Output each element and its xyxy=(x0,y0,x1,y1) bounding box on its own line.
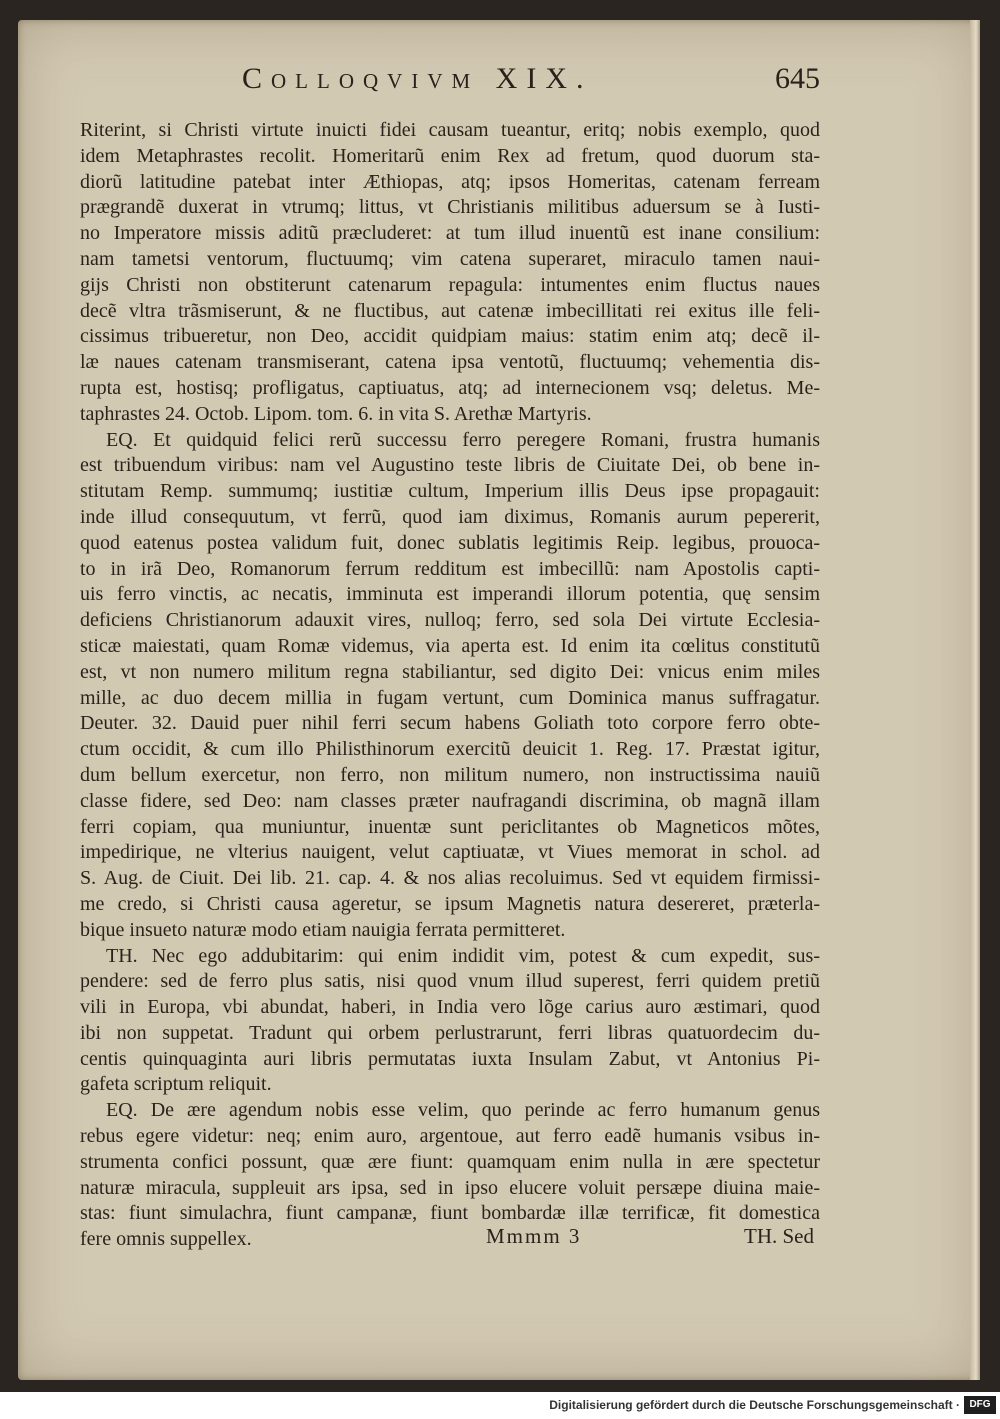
page-number: 645 xyxy=(775,62,820,95)
text-line: Deuter. 32. Dauid puer nihil ferri secum habens Goliath toto corpore ferro obte- xyxy=(80,712,820,735)
text-line: gijs Christi non obstiterunt catenarum repagula: intumentes enim fluctus naues xyxy=(80,273,820,296)
text-line: fere omnis suppellex. xyxy=(80,1228,252,1251)
signature-mark: Mmmm 3 xyxy=(486,1224,582,1248)
text-line: no Imperatore missis aditũ præcluderet: at tum illud inuentũ est inane consilium: xyxy=(80,222,820,245)
dfg-notice: Digitalisierung gefördert durch die Deutsche Forschungsgemeinschaft · xyxy=(549,1398,960,1412)
text-line: sticæ maiestati, quam Romæ videmus, via aperta est. Id enim ita cœlitus constitutũ xyxy=(80,634,820,657)
page-edge xyxy=(970,20,980,1380)
text-line: strumenta confici possunt, quæ ære fiunt: quamquam enim nulla in ære spectetur xyxy=(80,1150,820,1173)
text-line: est tribuendum viribus: nam vel Augustino teste libris de Ciuitate Dei, ob bene in- xyxy=(80,454,820,477)
dfg-logo-icon: DFG xyxy=(964,1396,996,1414)
running-head: Colloqvivm XIX. xyxy=(242,62,593,95)
catchword: TH. Sed xyxy=(744,1224,814,1248)
text-line: inde illud consequutum, vt ferrũ, quod iam diximus, Romanis aurum pepererit, xyxy=(80,505,820,528)
text-line: to in irã Deo, Romanorum ferrum redditum est imbecillũ: nam Apostolis capti- xyxy=(80,557,820,580)
text-line: EQ. Et quidquid felici rerũ successu ferro peregere Romani, frustra humanis xyxy=(106,428,820,451)
text-line: rupta est, hostisq; profligatus, captiuatus, atq; ad internecionem vsq; deletus. Me- xyxy=(80,376,820,399)
text-line: stitutam Remp. summumq; iustitiæ cultum, Imperium illis Deus ipse propagauit: xyxy=(80,480,820,503)
text-line: est, vt non numero militum regna stabiliantur, sed digito Dei: vnicus enim miles xyxy=(80,660,820,683)
text-line: nam tametsi ventorum, fluctuumq; vim catena superaret, miraculo tamen naui- xyxy=(80,247,820,270)
text-line: ferri copiam, qua muniuntur, inuentæ sunt periclitantes ob Magneticos mõtes, xyxy=(80,815,820,838)
text-line: prægrandẽ duxerat in vtrumq; littus, vt Christianis militibus aduersum se à Iusti- xyxy=(80,196,820,219)
text-line: uis ferro vinctis, ac necatis, imminuta est imperandi illorum potentia, quę sensim xyxy=(80,583,820,606)
text-line: rebus egere videtur: neq; enim auro, argentoue, aut ferro eadẽ humanis vsibus in- xyxy=(80,1125,820,1148)
text-line: deficiens Christianorum adauxit vires, nulloq; ferro, sed sola Dei virtute Ecclesia- xyxy=(80,609,820,632)
text-line: centis quinquaginta auri libris permutatas iuxta Insulam Zabut, vt Antonius Pi- xyxy=(80,1047,820,1070)
page-footer xyxy=(80,1220,820,1252)
text-line: pendere: sed de ferro plus satis, nisi quod vnum illud superest, ferri quidem pretiũ xyxy=(80,970,820,993)
dfg-credit-bar xyxy=(0,1392,1000,1419)
text-line: TH. Nec ego addubitarim: qui enim indidit vim, potest & cum expedit, sus- xyxy=(106,944,820,967)
text-line: taphrastes 24. Octob. Lipom. tom. 6. in vita S. Arethæ Martyris. xyxy=(80,402,592,425)
text-line: ctum occidit, & cum illo Philisthinorum exercitũ deuicit 1. Reg. 17. Præstat igitur, xyxy=(80,738,820,761)
text-line: gafeta scriptum reliquit. xyxy=(80,1073,272,1096)
text-line: dum bellum exercetur, non ferro, non militum numero, non instructissima nauiũ xyxy=(80,763,820,786)
text-line: stas: fiunt simulachra, fiunt campanæ, fiunt bombardæ illæ terrificæ, fit domestica xyxy=(80,1202,820,1225)
text-line: naturæ miracula, suppleuit ars ipsa, sed in ipso elucere voluit persæpe diuina maie- xyxy=(80,1176,820,1199)
text-line: læ naues catenam transmiserant, catena ipsa ventotũ, fluctuumq; vehementia dis- xyxy=(80,351,820,374)
text-line: S. Aug. de Ciuit. Dei lib. 21. cap. 4. & nos alias recoluimus. Sed vt equidem firmissi- xyxy=(80,867,820,890)
text-line: impedirique, ne vlterius nauigent, velut captiuatæ, vt Viues memorat in schol. ad xyxy=(80,841,820,864)
text-line: cissimus tribueretur, non Deo, accidit quidpiam maius: statim enim atq; decẽ il- xyxy=(80,325,820,348)
text-line: me credo, si Christi causa ageretur, se ipsum Magnetis natura desereret, præterla- xyxy=(80,892,820,915)
text-line: quod eatenus postea validum fuit, donec sublatis legitimis Reip. legibus, prouoca- xyxy=(80,531,820,554)
text-line: idem Metaphrastes recolit. Homeritarũ enim Rex ad fretum, quod duorum sta- xyxy=(80,144,820,167)
text-line: diorũ latitudine patebat inter Æthiopas, atq; ipsos Homeritas, catenam ferream xyxy=(80,170,820,193)
text-line: EQ. De ære agendum nobis esse velim, quo perinde ac ferro humanum genus xyxy=(106,1099,820,1122)
text-line: mille, ac duo decem millia in fugam vertunt, cum Dominica manus suffragatur. xyxy=(80,686,820,709)
text-line: decẽ vltra trãsmiserunt, & ne fluctibus, aut catenæ imbecillitati rei exitus ille feli- xyxy=(80,299,820,322)
text-line: vili in Europa, vbi abundat, haberi, in India vero lõge carius auro æstimari, quod xyxy=(80,996,820,1019)
text-line: Riterint, si Christi virtute inuicti fidei causam tueantur, eritq; nobis exemplo, quod xyxy=(80,119,820,141)
text-line: bique insueto naturæ modo etiam nauigia ferrata permitteret. xyxy=(80,918,566,941)
main-text xyxy=(80,118,820,1253)
text-line: ibi non suppetat. Tradunt qui orbem perlustrarunt, ferri libras quatuordecim du- xyxy=(80,1021,820,1044)
page-header xyxy=(80,62,820,110)
text-line: classe fidere, sed Deo: nam classes præter naufragandi discrimina, ob magnã illam xyxy=(80,789,820,812)
